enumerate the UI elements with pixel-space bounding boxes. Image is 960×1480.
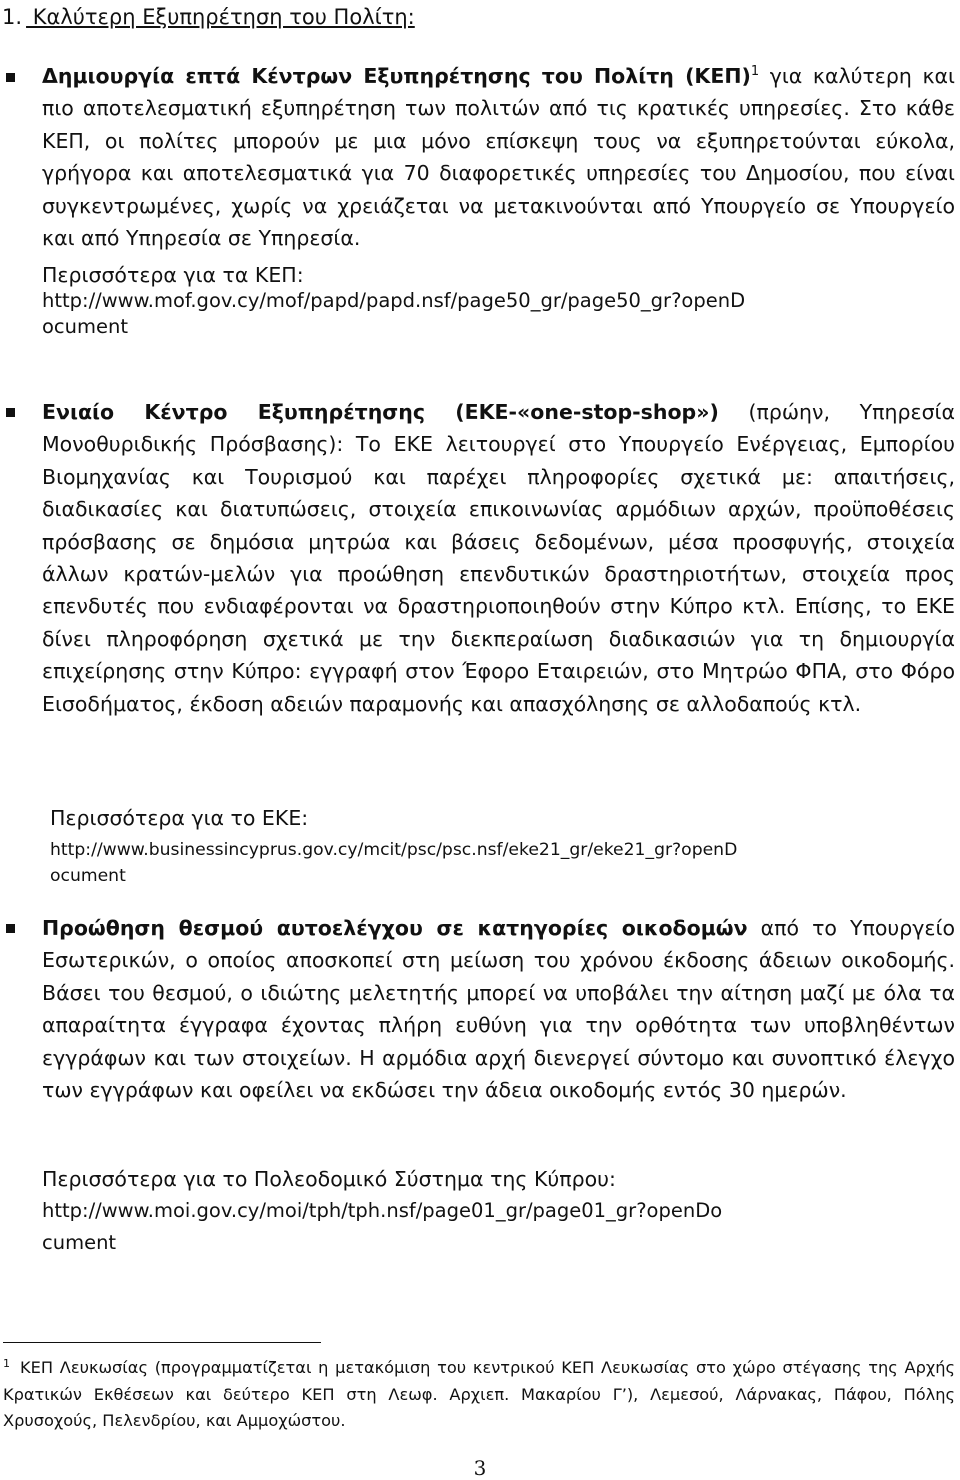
item-paragraph [42, 396, 955, 720]
bullet-marker [6, 924, 15, 933]
footnote [3, 1355, 955, 1435]
item-eke [42, 396, 955, 720]
item-lead: Ενιαίο Κέντρο Εξυπηρέτησης (ΕΚΕ-«one-stop-shop») [42, 400, 719, 424]
more-info-title: Περισσότερα για το Πολεοδομικό Σύστημα της Κύπρου: [42, 1167, 616, 1191]
bullet-marker [6, 73, 15, 82]
item-self-inspection [42, 912, 955, 1106]
more-info-link-continued[interactable] [50, 863, 955, 889]
more-info-link[interactable] [42, 288, 955, 314]
item-kep [42, 60, 955, 340]
item-body: (πρώην, Υπηρεσία Μονοθυριδικής Πρόσβασης): Το ΕΚΕ λειτουργεί στο Υπουργείο Ενέργειας, Εμπορίου Βιομηχανίας και Τουρισμού και παρέχει πληροφορίες σχετικά με: απαιτήσεις, διαδικασίες και διατυπώσεις, στοιχεία επικοινωνίας αρμόδιων αρχών, προϋποθέσεις πρόσβασης σε δημόσια μητρώα και βάσεις δεδομένων, μέσα προσφυγής, στοιχεία άλλων κρατών-μελών για προώθηση επενδυτικών δραστηριοτήτων, στοιχεία προς επενδυτές που ενδιαφέρονται να δραστηριοποιηθούν στην Κύπρο κτλ. Επίσης, το ΕΚΕ δίνει πληροφόρηση σχετικά με την διεκπεραίωση διαδικασιών για τη δημιουργία επιχείρησης στην Κύπρο: εγγραφή στον Έφορο Εταιρειών, στο Μητρώο ΦΠΑ, στο Φόρο Εισοδήματος, έκδοση αδειών παραμονής και απασχόλησης σε αλλοδαπούς κτλ. [42, 400, 956, 716]
link-text-line-1[interactable]: http://www.moi.gov.cy/moi/tph/tph.nsf/page01_gr/page01_gr?openDo [42, 1199, 723, 1222]
link-text-line-1[interactable]: http://www.businessincyprus.gov.cy/mcit/psc/psc.nsf/eke21_gr/eke21_gr?openD [50, 840, 738, 860]
section-title: Καλύτερη Εξυπηρέτηση του Πολίτη: [26, 5, 415, 29]
item-paragraph [42, 60, 955, 254]
more-info-title: Περισσότερα για τα ΚΕΠ: [42, 263, 304, 288]
footnote-text: ΚΕΠ Λευκωσίας (προγραμματίζεται η μετακόμιση του κεντρικού ΚΕΠ Λευκωσίας στο χώρο στέγασης της Αρχής Κρατικών Εκθέσεων και δεύτερο ΚΕΠ στη Λεωφ. Αρχιεπ. Μακαρίου Γ’), Λεμεσού, Λάρνακας, Πάφου, Πόλης Χρυσοχούς, Πελενδρίου, και Αμμοχώστου. [3, 1358, 955, 1430]
section-number: 1. [2, 5, 23, 29]
eke-more-info [50, 805, 955, 889]
section-heading [2, 4, 415, 30]
footnote-separator [3, 1342, 321, 1343]
more-info-link[interactable] [50, 837, 955, 863]
link-text-line-2[interactable]: ocument [50, 866, 126, 886]
page-number: 3 [473, 1456, 487, 1480]
item-body: από το Υπουργείο Εσωτερικών, ο οποίος αποσκοπεί στη μείωση του χρόνου έκδοσης άδειων οικοδομής. Βάσει του θεσμού, ο ιδιώτης μελετητής μπορεί να υποβάλει την αίτηση μαζί με όλα τα απαραίτητα έγγραφα έχοντας πλήρη ευθύνη για την ορθότητα των υποβληθέντων εγγράφων και των στοιχείων. Η αρμόδια αρχή διενεργεί σύντομο και συνοπτικό έλεγχο των εγγράφων και οφείλει να εκδώσει την άδεια οικοδομής εντός 30 ημερών. [42, 916, 955, 1103]
footnote-mark: 1 [3, 1356, 10, 1370]
more-info-title: Περισσότερα για το ΕΚΕ: [50, 806, 309, 830]
more-info-link-continued[interactable] [42, 314, 955, 340]
link-text-line-2[interactable]: ocument [42, 315, 129, 339]
planning-more-info [42, 1163, 955, 1259]
item-paragraph [42, 912, 955, 1106]
item-lead: Δημιουργία επτά Κέντρων Εξυπηρέτησης του Πολίτη (ΚΕΠ) [42, 64, 751, 88]
bullet-marker [6, 408, 15, 417]
link-text-line-1[interactable]: http://www.mof.gov.cy/mof/papd/papd.nsf/page50_gr/page50_gr?openD [42, 289, 746, 313]
more-info-link-continued[interactable] [42, 1227, 955, 1259]
more-info-link[interactable] [42, 1195, 955, 1227]
item-lead: Προώθηση θεσμού αυτοελέγχου σε κατηγορίες οικοδομών [42, 916, 748, 940]
item-body: για καλύτερη και πιο αποτελεσματική εξυπηρέτηση των πολιτών από τις κρατικές υπηρεσίες. Στο κάθε ΚΕΠ, οι πολίτες μπορούν με μια μόνο επίσκεψη τους να εξυπηρετούνται εύκολα, γρήγορα και αποτελεσματικά για 70 διαφορετικές υπηρεσίες του Δημοσίου, που είναι συγκεντρωμένες, χωρίς να χρειάζεται να μετακινούνται από Υπουργείο σε Υπουργείο και από Υπηρεσία σε Υπηρεσία. [42, 64, 955, 251]
footnote-reference: 1 [750, 64, 760, 80]
link-text-line-2[interactable]: cument [42, 1231, 117, 1254]
